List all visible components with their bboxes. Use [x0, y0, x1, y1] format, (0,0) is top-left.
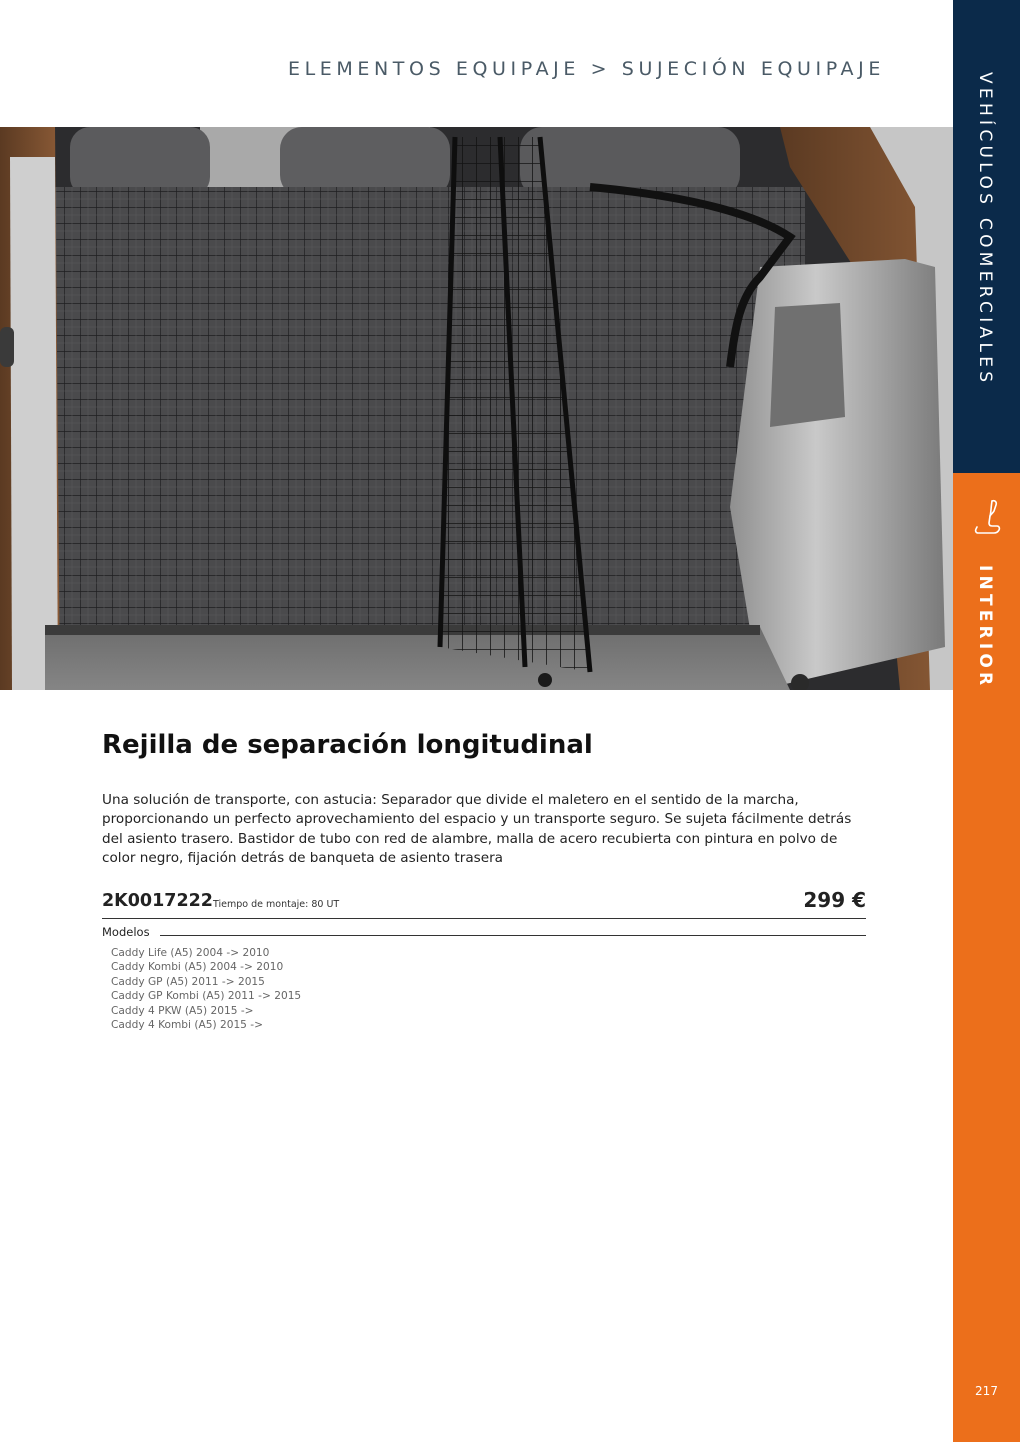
list-item: Caddy GP (A5) 2011 -> 2015: [111, 975, 265, 988]
models-list: [111, 946, 301, 1032]
product-title: Rejilla de separación longitudinal: [102, 730, 593, 760]
list-item: Caddy GP Kombi (A5) 2011 -> 2015: [111, 990, 302, 1003]
part-row: [102, 888, 866, 919]
section-tab-label: VEHÍCULOS COMERCIALES: [975, 72, 995, 387]
breadcrumb: ELEMENTOS EQUIPAJE > SUJECIÓN EQUIPAJE: [288, 58, 885, 80]
car-seat-icon: [970, 497, 1004, 539]
category-tab[interactable]: [953, 473, 1020, 1442]
product-description: Una solución de transporte, con astucia: Separador que divide el maletero en el sentido de la marcha, proporcionando un perfecto aprovechamiento del espacio y un transporte seguro. Se sujeta fácilmente detrás del asiento trasero. Bastidor de tubo con red de alambre, malla de acero recubierta con pintura en polvo de color negro, fijación detrás de banqueta de asiento trasera: [102, 792, 852, 867]
price: 299 €: [803, 888, 866, 912]
list-item: Caddy Kombi (A5) 2004 -> 2010: [111, 961, 284, 974]
mount-time: Tiempo de montaje: 80 UT: [213, 899, 340, 910]
list-item: Caddy 4 Kombi (A5) 2015 ->: [111, 1019, 263, 1032]
list-item: Caddy 4 PKW (A5) 2015 ->: [111, 1004, 254, 1017]
product-photo: [0, 127, 953, 690]
list-item: Caddy Life (A5) 2004 -> 2010: [111, 947, 270, 959]
models-label: Modelos: [102, 925, 158, 939]
part-number: 2K0017222: [102, 891, 213, 911]
models-divider: [160, 935, 866, 936]
section-tab[interactable]: [953, 0, 1020, 473]
category-tab-label: INTERIOR: [975, 565, 995, 690]
models-header: [102, 925, 866, 939]
page-number: 217: [975, 1384, 998, 1398]
